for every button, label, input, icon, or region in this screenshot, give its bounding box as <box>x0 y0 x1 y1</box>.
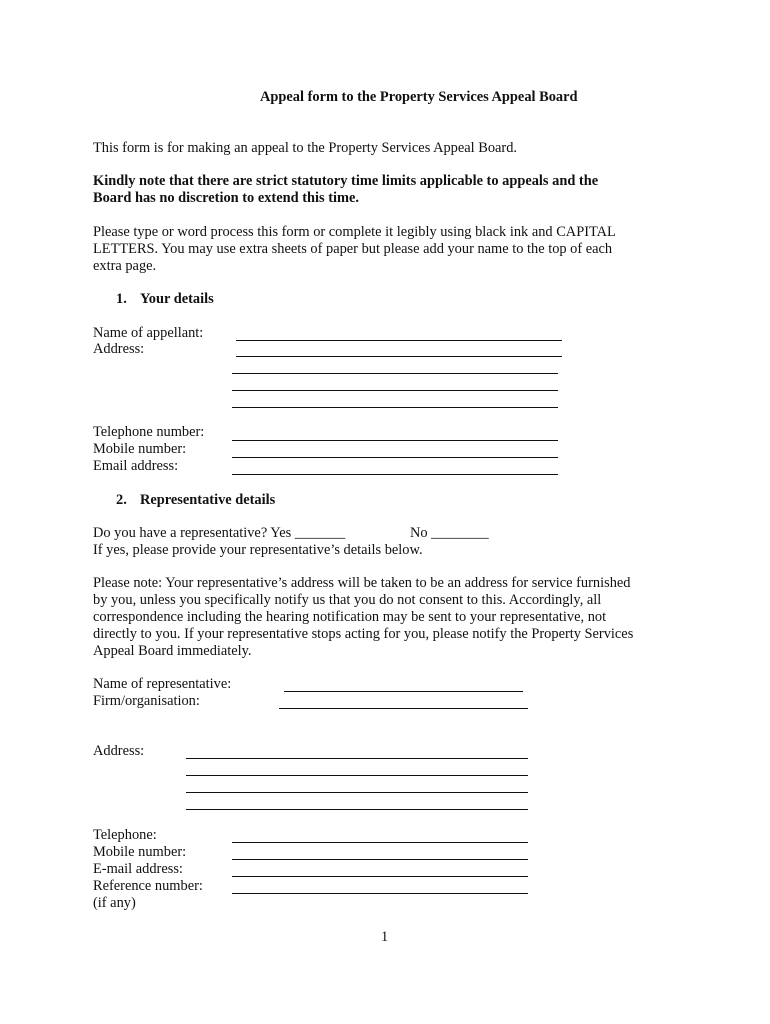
representative-no-option: No ________ <box>410 525 489 541</box>
appellant-address-field-4[interactable] <box>232 407 558 408</box>
representative-firm-field[interactable] <box>279 708 528 709</box>
representative-mobile-field[interactable] <box>232 859 528 860</box>
instructions-line-1: Please type or word process this form or complete it legibly using black ink and CAPITAL <box>93 224 616 240</box>
appellant-email-label: Email address: <box>93 458 179 474</box>
representative-question: Do you have a representative? Yes _______ <box>93 525 346 541</box>
representative-email-field[interactable] <box>232 876 528 877</box>
section-2-number: 2. <box>116 492 127 508</box>
representative-note-line-1: Please note: Your representative’s address will be taken to be an address for service furnished <box>93 575 631 591</box>
representative-address-label: Address: <box>93 743 145 759</box>
representative-name-field[interactable] <box>284 691 523 692</box>
instructions-line-3: extra page. <box>93 258 157 274</box>
appellant-address-field-2[interactable] <box>232 373 558 374</box>
appellant-address-field-1[interactable] <box>236 356 562 357</box>
representative-if-yes: If yes, please provide your representative’s details below. <box>93 542 423 558</box>
representative-address-field-1[interactable] <box>186 758 528 759</box>
page-title: Appeal form to the Property Services Appeal Board <box>260 89 578 105</box>
section-2-heading: Representative details <box>140 492 276 508</box>
representative-reference-field[interactable] <box>232 893 528 894</box>
appellant-mobile-label: Mobile number: <box>93 441 187 457</box>
section-1-number: 1. <box>116 291 127 307</box>
representative-address-field-2[interactable] <box>186 775 528 776</box>
notice-text-line-1: Kindly note that there are strict statutory time limits applicable to appeals and the <box>93 173 599 189</box>
representative-address-field-4[interactable] <box>186 809 528 810</box>
appellant-email-field[interactable] <box>232 474 558 475</box>
representative-note-line-3: correspondence including the hearing notification may be sent to your representative, not <box>93 609 607 625</box>
representative-reference-note: (if any) <box>93 895 136 911</box>
appellant-name-label: Name of appellant: <box>93 325 204 341</box>
instructions-line-2: LETTERS. You may use extra sheets of paper but please add your name to the top of each <box>93 241 613 257</box>
intro-text: This form is for making an appeal to the Property Services Appeal Board. <box>93 140 518 156</box>
representative-note-line-4: directly to you. If your representative stops acting for you, please notify the Property Services <box>93 626 634 642</box>
appellant-address-field-3[interactable] <box>232 390 558 391</box>
representative-name-label: Name of representative: <box>93 676 232 692</box>
representative-email-label: E-mail address: <box>93 861 183 877</box>
representative-reference-label: Reference number: <box>93 878 203 894</box>
appellant-address-label: Address: <box>93 341 145 357</box>
section-1-heading: Your details <box>140 291 214 307</box>
representative-firm-label: Firm/organisation: <box>93 693 200 709</box>
representative-telephone-field[interactable] <box>232 842 528 843</box>
representative-note-line-2: by you, unless you specifically notify us that you do not consent to this. Accordingly, all <box>93 592 602 608</box>
appellant-name-field[interactable] <box>236 340 562 341</box>
representative-address-field-3[interactable] <box>186 792 528 793</box>
representative-note-line-5: Appeal Board immediately. <box>93 643 252 659</box>
page-number: 1 <box>381 929 389 945</box>
representative-telephone-label: Telephone: <box>93 827 157 843</box>
appellant-telephone-field[interactable] <box>232 440 558 441</box>
notice-text-line-2: Board has no discretion to extend this time. <box>93 190 359 206</box>
representative-mobile-label: Mobile number: <box>93 844 187 860</box>
appellant-mobile-field[interactable] <box>232 457 558 458</box>
appellant-telephone-label: Telephone number: <box>93 424 205 440</box>
